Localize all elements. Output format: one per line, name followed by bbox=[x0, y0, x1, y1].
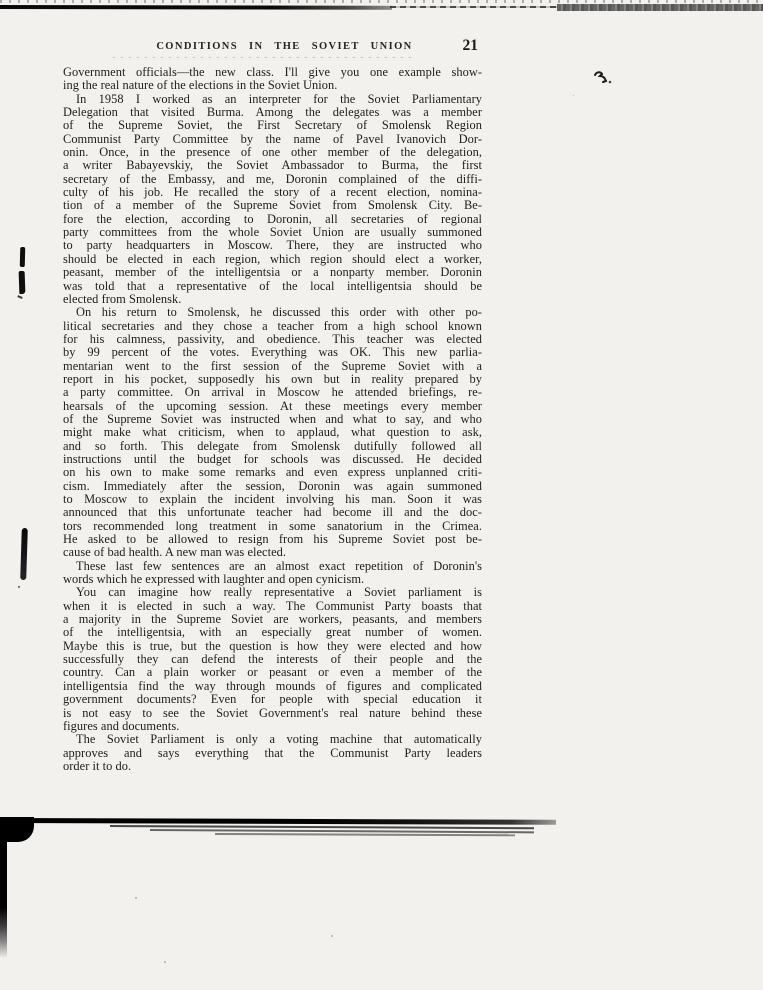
text-line: was told that a representative of the local intelligentsia should be bbox=[63, 278, 482, 293]
text-line: a majority in the Supreme Soviet are workers, peasants, and members bbox=[63, 612, 482, 627]
scan-artifact-top-streak bbox=[557, 4, 763, 11]
scan-speck bbox=[331, 935, 333, 937]
scan-speck bbox=[135, 897, 137, 899]
margin-mark bbox=[20, 528, 28, 580]
text-line: secretary of the Embassy, and me, Doronin complained of the diffi- bbox=[63, 171, 482, 186]
text-line: Maybe this is true, but the question is how they were elected and how bbox=[63, 638, 482, 653]
text-line: by 99 percent of the votes. Everything was OK. This new parlia- bbox=[63, 345, 482, 360]
scan-speck bbox=[573, 95, 574, 96]
paragraph bbox=[63, 733, 482, 773]
text-line: words which he expressed with laughter and open cynicism. bbox=[63, 572, 365, 587]
paragraph bbox=[63, 306, 482, 560]
scan-artifact-top-streak bbox=[390, 6, 558, 8]
text-line: successfully they can defend the interests of their people and the bbox=[63, 652, 482, 667]
scan-artifact-bottom-band bbox=[215, 833, 515, 836]
page-number: 21 bbox=[462, 37, 478, 54]
text-line: hearsals of the upcoming session. At these meetings every member bbox=[63, 398, 482, 413]
scan-speck bbox=[164, 961, 166, 963]
text-line: for his calmness, passivity, and obedience. This teacher was elected bbox=[63, 331, 482, 346]
text-line: tion of a member of the Supreme Soviet from Smolensk City. Be- bbox=[63, 198, 482, 213]
text-line: cism. Immediately after the session, Doronin was again summoned bbox=[63, 478, 482, 493]
text-line: culty of his job. He recalled the story of a recent election, nomina- bbox=[63, 185, 482, 200]
scan-artifact-bottom-band bbox=[0, 818, 556, 825]
scan-artifact-bottom-band bbox=[0, 817, 34, 842]
text-line: and so forth. This delegate from Smolensk dutifully followed all bbox=[63, 438, 482, 453]
text-line: mentarian went to the first session of the Supreme Soviet with a bbox=[63, 358, 482, 373]
text-line: when it is elected in such a way. The Communist Party boasts that bbox=[63, 598, 482, 613]
text-line: The Soviet Parliament is only a voting machine that automatically bbox=[76, 732, 482, 747]
text-line: Government officials—the new class. I'll give you one example show- bbox=[63, 65, 482, 79]
page-header-title: CONDITIONS IN THE SOVIET UNION bbox=[156, 41, 413, 52]
text-line: fore the election, according to Doronin, all secretaries of regional bbox=[63, 211, 482, 226]
scan-artifact-bottom-band bbox=[150, 829, 534, 833]
text-line: intelligentsia find the way through mounds of figures and complicated bbox=[63, 678, 482, 693]
text-line: peasant, member of the intelligentsia or a nonparty member. Doronin bbox=[63, 265, 482, 280]
text-line: country. Can a plain worker or peasant or even a member of the bbox=[63, 665, 482, 680]
text-line: On his return to Smolensk, he discussed this order with other po- bbox=[76, 305, 482, 320]
text-line: elected from Smolensk. bbox=[63, 291, 182, 306]
paragraph bbox=[63, 66, 482, 93]
scan-artifact-top-streak bbox=[0, 5, 392, 10]
text-line: should be elected in each region, which region should elect a worker, bbox=[63, 251, 482, 266]
text-line: tors recommended long treatment in some sanatorium in the Crimea. bbox=[63, 518, 482, 533]
text-line: might make what criticism, when to applaud, what question to ask, bbox=[63, 425, 482, 440]
text-line: to Moscow to explain the incident involving his man. Soon it was bbox=[63, 492, 482, 506]
text-line: is not easy to see the Soviet Government's real nature behind these bbox=[63, 705, 482, 720]
text-line: report in his pocket, supposedly his own but in reality prepared by bbox=[63, 371, 482, 386]
paragraph bbox=[63, 560, 482, 587]
running-header bbox=[63, 37, 482, 59]
scan-artifact-left-strip bbox=[0, 824, 7, 958]
text-line: government documents? Even for people with special education it bbox=[63, 692, 482, 707]
text-line: order it to do. bbox=[63, 758, 132, 773]
paragraph bbox=[63, 586, 482, 733]
scan-artifact-top-dots bbox=[0, 0, 763, 3]
text-line: of the intelligentsia, with an especially great number of women. bbox=[63, 625, 482, 640]
ink-smudge bbox=[593, 70, 615, 86]
text-line: onin. Once, in the presence of one other member of the delegation, bbox=[63, 145, 482, 160]
text-line: of the Supreme Soviet, the First Secretary of Smolensk Region bbox=[63, 118, 482, 133]
text-line: He asked to be allowed to resign from his Supreme Soviet post be- bbox=[63, 532, 482, 547]
text-line: In 1958 I worked as an interpreter for the Soviet Parliamentary bbox=[76, 91, 482, 106]
scan-artifact-bottom-band bbox=[110, 825, 534, 829]
text-line: ing the real nature of the elections in the Soviet Union. bbox=[63, 78, 338, 93]
text-line: approves and says everything that the Communist Party leaders bbox=[63, 745, 482, 760]
text-line: These last few sentences are an almost exact repetition of Doronin's bbox=[76, 558, 482, 573]
text-line: cause of bad health. A new man was elected. bbox=[63, 545, 287, 560]
text-line: on his own to make some remarks and even express unplanned criti- bbox=[63, 465, 482, 480]
margin-mark bbox=[20, 247, 26, 267]
text-line: figures and documents. bbox=[63, 718, 180, 733]
margin-mark bbox=[19, 271, 26, 294]
text-line: a writer Babayevskiy, the Soviet Ambassador to Burma, the first bbox=[63, 158, 482, 173]
text-line: of the Supreme Soviet was instructed when and what to say, and who bbox=[63, 411, 482, 426]
text-line: announced that this unfortunate teacher had become ill and the doc- bbox=[63, 505, 482, 520]
paragraph bbox=[63, 93, 482, 307]
text-line: a party committee. On arrival in Moscow he attended briefings, re- bbox=[63, 385, 482, 400]
text-line: party committees from the whole Soviet Union are usually summoned bbox=[63, 225, 482, 240]
text-line: Delegation that visited Burma. Among the delegates was a member bbox=[63, 105, 482, 120]
text-line: Communist Party Committee by the name of Pavel Ivanovich Dor- bbox=[63, 131, 482, 146]
text-line: You can imagine how really representative a Soviet parliament is bbox=[76, 585, 482, 600]
text-line: instructions until the budget for schools was discussed. He decided bbox=[63, 451, 482, 466]
body-text bbox=[63, 66, 482, 773]
text-line: to party headquarters in Moscow. There, they are instructed who bbox=[63, 238, 482, 253]
text-line: litical secretaries and they chose a teacher from a high school known bbox=[63, 318, 482, 333]
